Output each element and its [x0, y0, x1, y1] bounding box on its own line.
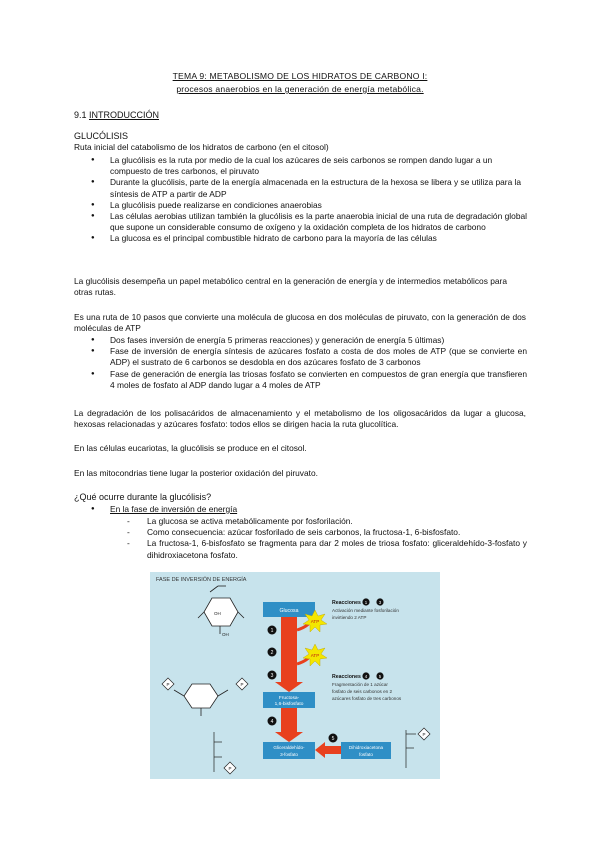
- svg-text:3: 3: [270, 673, 274, 679]
- svg-text:ATP: ATP: [310, 653, 320, 658]
- title-line-1: TEMA 9: METABOLISMO DE LOS HIDRATOS DE CARBONO I:: [172, 71, 428, 81]
- reactions-1-3-text-1: Activación mediante fosforilación: [332, 608, 399, 613]
- glucolisis-intro: Ruta inicial del catabolismo de los hidratos de carbono (en el citosol): [74, 142, 329, 152]
- svg-text:ATP: ATP: [310, 619, 320, 624]
- svg-text:P: P: [240, 682, 244, 687]
- reactions-1-3-title: Reacciones: [332, 600, 361, 606]
- list-item: ● Fase de generación de energía las triosas fosfato se convierten en compuestos de gran energía que transfieren 4 moles de fosfato al ADP dando lugar a 4 moles de ATP: [91, 369, 527, 391]
- list-item: ● Durante la glucólisis, parte de la energía almacenada en la estructura de la hexosa se libera y se utiliza para la síntesis de ATP a partir de ADP: [91, 177, 527, 199]
- svg-text:OH: OH: [222, 632, 229, 637]
- svg-text:1,6-bisfosfato: 1,6-bisfosfato: [274, 702, 304, 707]
- glucolisis-bullet-list: [91, 155, 527, 245]
- reactions-1-3-marker: [362, 598, 383, 605]
- paragraph-central-role: La glucólisis desempeña un papel metabólico central en la generación de energía y de intermedios metabólicos para otras rutas.: [74, 276, 507, 298]
- fructose-structure-icon: [174, 684, 228, 716]
- glucose-label: Glucosa: [279, 608, 299, 614]
- svg-text:P: P: [166, 682, 170, 687]
- section-number: 9.1: [74, 110, 90, 120]
- figure-title: FASE DE INVERSIÓN DE ENERGÍA: [156, 577, 247, 583]
- fase-bullet-list: [91, 504, 527, 515]
- svg-text:Dihidroxiacetona: Dihidroxiacetona: [348, 745, 384, 750]
- glucose-structure-icon: [198, 586, 244, 634]
- section-heading: [74, 110, 159, 121]
- reactions-4-5-title: Reacciones: [332, 674, 361, 680]
- list-item: ● Las células aerobias utilizan también la glucólisis es la parte anaerobia inicial de una ruta de degradación global que supone un considerable consumo de oxígeno y la oxidación completa de los hidratos de carbono: [91, 211, 527, 233]
- reactions-4-5-marker: [362, 672, 383, 679]
- phosphate-left-icon: [162, 678, 174, 690]
- step-2-marker: [268, 648, 277, 657]
- list-item: ● La glucosa es el principal combustible hidrato de carbono para la mayoría de las células: [91, 233, 527, 244]
- svg-text:3: 3: [378, 599, 382, 605]
- list-item: - La fructosa-1, 6-bisfosfato se fragmenta para dar 2 moles de triosa fosfato: gliceraldehído-3-fosfato y dihidroxiacetona fosfato.: [127, 538, 527, 560]
- svg-text:fosfato: fosfato: [359, 752, 373, 757]
- paragraph-eukaryotes: En las células eucariotas, la glucólisis se produce en el citosol.: [74, 443, 307, 453]
- svg-text:4: 4: [270, 719, 274, 725]
- svg-text:2: 2: [270, 650, 274, 656]
- list-item: - Como consecuencia: azúcar fosforilado de seis carbonos, la fructosa-1, 6-bisfosfato.: [127, 527, 527, 538]
- list-item: ● La glucólisis es la ruta por medio de la cual los azúcares de seis carbonos se rompen dando lugar a un compuesto de tres carbonos, el piruvato: [91, 155, 527, 177]
- gap-structure-icon: [214, 732, 222, 772]
- svg-text:Fructosa-: Fructosa-: [278, 696, 300, 701]
- arrow-dhap-to-gap: [315, 742, 341, 758]
- svg-text:4: 4: [364, 673, 368, 679]
- figure-canvas: [150, 572, 440, 779]
- phosphate-right-icon: [236, 678, 248, 690]
- list-item: - La glucosa se activa metabólicamente por fosforilación.: [127, 516, 527, 527]
- arrow-fructose-to-triose: [275, 708, 303, 742]
- glucolisis-heading: GLUCÓLISIS: [74, 131, 129, 141]
- step-1-marker: [268, 626, 277, 635]
- paragraph-degradation: La degradación de los polisacáridos de almacenamiento y el metabolismo de los oligosacáridos da lugar a glucosa, hexosas relacionadas y azúcares fosfato: todos ellos se dirigen hacia la ruta glucolítica.: [74, 408, 526, 430]
- list-item: ● La glucólisis puede realizarse en condiciones anaerobias: [91, 200, 527, 211]
- paragraph-ten-steps: Es una ruta de 10 pasos que convierte una molécula de glucosa en dos moléculas de piruvato, con la generación de dos moléculas de ATP: [74, 312, 526, 334]
- phosphate-gap-icon: [224, 762, 236, 774]
- reactions-1-3-text-2: invirtiendo 2 ATP: [332, 615, 367, 620]
- list-item: ● En la fase de inversión de energía: [91, 504, 527, 515]
- phosphate-dhap-icon: [418, 728, 430, 740]
- svg-text:P: P: [422, 732, 426, 737]
- question-heading: ¿Qué ocurre durante la glucólisis?: [74, 492, 212, 502]
- step-5-marker: [329, 734, 338, 743]
- list-item: ● Fase de inversión de energía síntesis de azúcares fosfato a costa de dos moles de ATP (que se convierte en ADP) el sustrato de 6 carbonos se desdobla en dos azúcares fosfato de 3 carbonos: [91, 346, 527, 368]
- phases-bullet-list: [91, 335, 527, 391]
- svg-text:Gliceraldehído-: Gliceraldehído-: [273, 745, 305, 750]
- svg-text:5: 5: [378, 673, 382, 679]
- step-3-marker: [268, 671, 277, 680]
- title-line-2: procesos anaerobios en la generación de energía metabólica.: [176, 84, 424, 94]
- reactions-4-5-text-2: fosfato de seis carbonos en 2: [332, 689, 393, 694]
- section-title: INTRODUCCIÓN: [89, 110, 160, 120]
- svg-text:1: 1: [364, 599, 368, 605]
- svg-text:1: 1: [270, 628, 274, 634]
- reactions-4-5-text-1: Fragmentación de 1 azúcar: [332, 682, 388, 687]
- reactions-4-5-text-3: azúcares fosfato de tres carbonos: [332, 696, 402, 701]
- paragraph-mitochondria: En las mitocondrias tiene lugar la posterior oxidación del piruvato.: [74, 468, 318, 478]
- dhap-structure-icon: [406, 730, 416, 768]
- glycolysis-investment-figure: [150, 572, 440, 779]
- document-subtitle: [0, 84, 600, 95]
- svg-text:5: 5: [331, 736, 335, 742]
- document-title: [0, 71, 600, 82]
- fase-dash-list: [127, 516, 527, 561]
- svg-text:OH: OH: [214, 611, 221, 616]
- svg-text:3-fosfato: 3-fosfato: [280, 752, 298, 757]
- list-item: ● Dos fases inversión de energía 5 primeras reacciones) y generación de energía 5 últimas): [91, 335, 527, 346]
- svg-text:P: P: [228, 766, 232, 771]
- step-4-marker: [268, 717, 277, 726]
